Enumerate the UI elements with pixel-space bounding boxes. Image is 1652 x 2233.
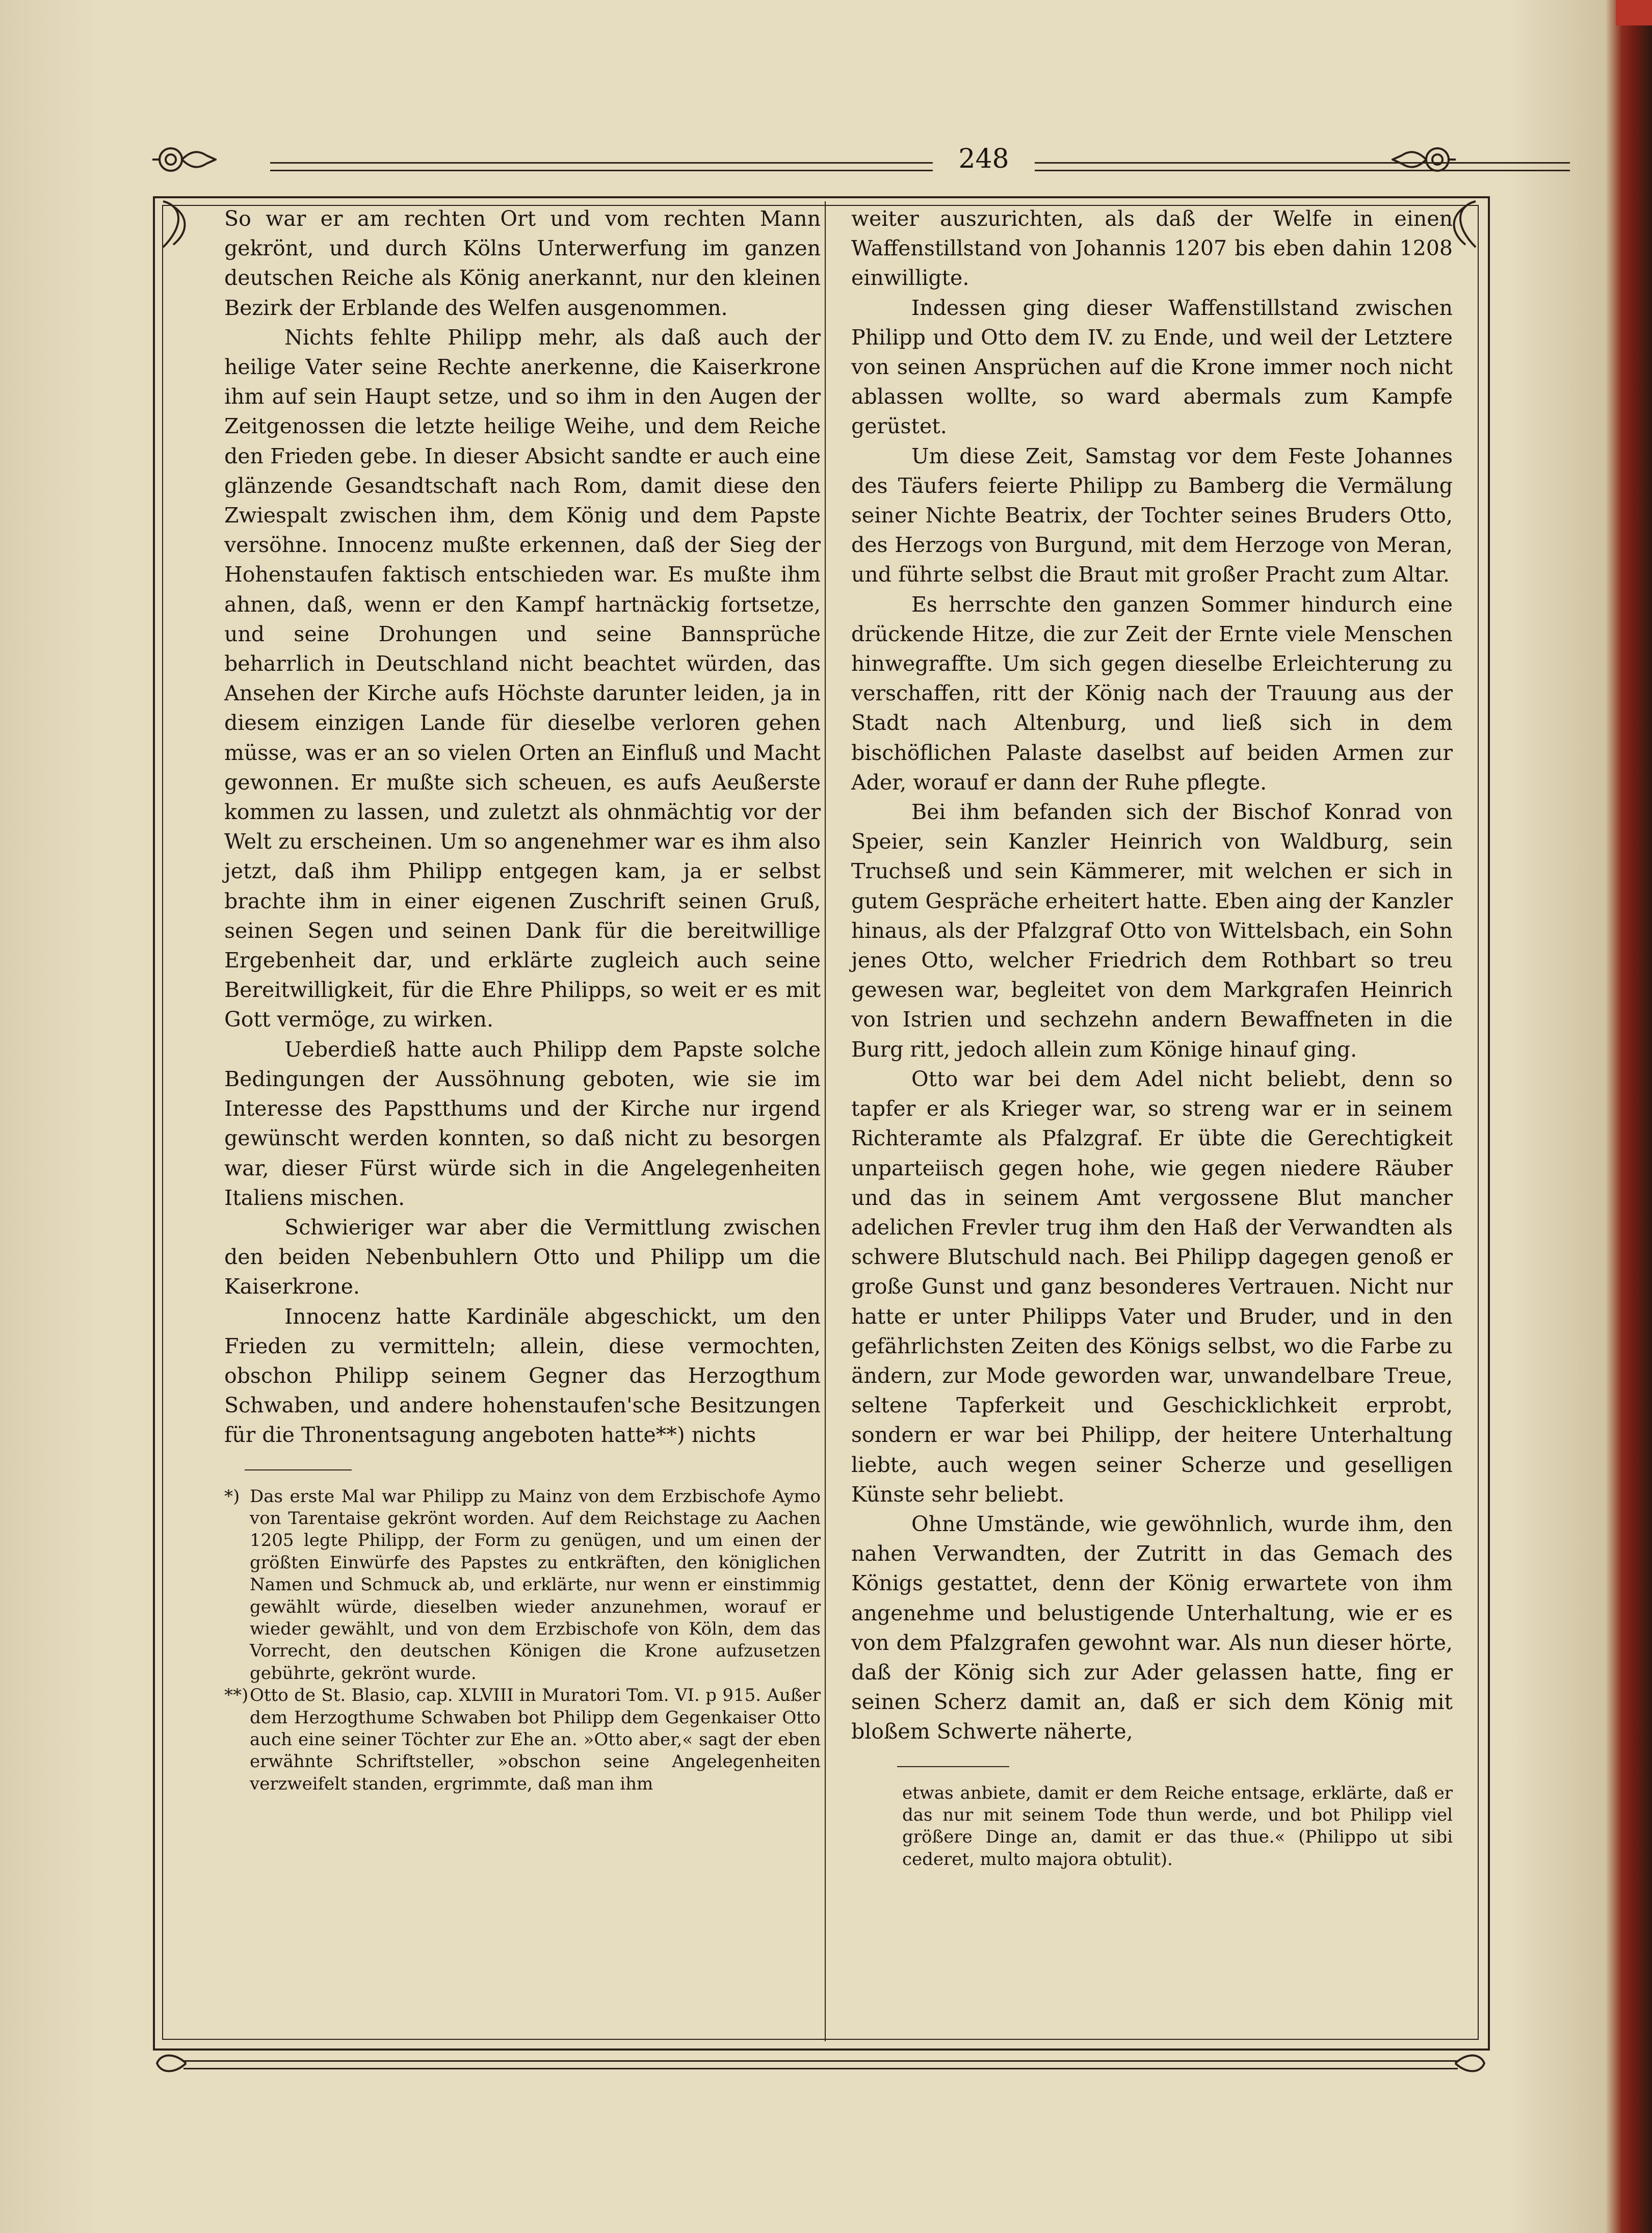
frame-corner-top-left-icon <box>153 196 204 252</box>
bookmark-tab <box>1616 0 1652 25</box>
footnote-rule <box>245 1469 352 1470</box>
right-column <box>851 204 1453 1871</box>
bottom-rule <box>183 2060 1458 2069</box>
footnote-text: Das erste Mal war Philipp zu Mainz von dem Erzbischofe Aymo von Tarentaise gekrönt worden. Auf dem Reichstage zu Aachen 1205 legte Philipp, der Form zu genügen, und um einen der größten Einwürfe des Papstes zu entkräften, den königlichen Namen und Schmuck ab, und erklärte, nur wenn er einstimmig gewählt würde, dieselben wieder anzunehmen, worauf er wieder gewählt, und von dem Erzbischofe von Köln, dem das Vorrecht, den deutschen Königen die Krone aufzusetzen gebührte, gekrönt wurde. <box>250 1486 821 1684</box>
paragraph: Ueberdieß hatte auch Philipp dem Papste solche Bedingungen der Aussöhnung geboten, wie sie im Interesse des Papstthums und der Kirche nur irgend gewünscht werden konnten, so daß nicht zu besorgen war, dieser Fürst würde sich in die Angelegenheiten Italiens mischen. <box>224 1037 821 1210</box>
footnotes <box>851 1782 1453 1871</box>
footnote-mark: *) <box>224 1486 240 1507</box>
bottom-ornament-right-icon <box>1453 2049 1488 2080</box>
footnotes <box>224 1486 821 1796</box>
footnote <box>224 1685 821 1795</box>
paragraph: Nichts fehlte Philipp mehr, als daß auch der heilige Vater seine Rechte anerkenne, die Kaiserkrone ihm auf sein Haupt setze, und so ihm in den Augen der Zeitgenossen die letzte heilige Weihe, und dem Reiche den Frieden gebe. In dieser Absicht sandte er auch eine glänzende Gesandtschaft nach Rom, damit diese den Zwiespalt zwischen ihm, dem König und dem Papste versöhne. Innocenz mußte erkennen, daß der Sieg der Hohenstaufen faktisch entschieden war. Es mußte ihm ahnen, daß, wenn er den Kampf hartnäckig fortsetze, und seine Drohungen und seine Bannsprüche beharrlich in Deutschland nicht beachtet würden, das Ansehen der Kirche aufs Höchste darunter leiden, ja in diesem einzigen Lande für dieselbe verloren gehen müsse, was er an so vielen Orten an Einfluß und Macht gewonnen. Er mußte sich scheuen, es aufs Aeußerste kommen zu lassen, und zuletzt als ohnmächtig vor der Welt zu erscheinen. Um so angenehmer war es ihm also jetzt, daß ihm Philipp entgegen kam, ja er selbst brachte ihm in einer eigenen Zuschrift seinen Gruß, seinen Segen und seinen Dank für die bereitwillige Ergebenheit dar, und erklärte zugleich auch seine Bereitwilligkeit, für die Ehre Philipps, so weit er es mit Gott vermöge, zu wirken. <box>224 325 821 1032</box>
paragraph: Schwieriger war aber die Vermittlung zwischen den beiden Nebenbuhlern Otto und Philipp um die Kaiserkrone. <box>224 1215 821 1299</box>
column-divider <box>825 201 826 2041</box>
paragraph: Um diese Zeit, Samstag vor dem Feste Johannes des Täufers feierte Philipp zu Bamberg die Vermälung seiner Nichte Beatrix, der Tochter seines Bruders Otto, des Herzogs von Burgund, mit dem Herzoge von Meran, und führte selbst die Braut mit großer Pracht zum Altar. <box>851 443 1453 587</box>
footnote-rule <box>897 1766 1009 1767</box>
footnote-continuation: etwas anbiete, damit er dem Reiche entsage, erklärte, daß er das nur mit seinem Tode thun werde, und bot Philipp viel größere Dinge an, damit er das thue.« (Philippo ut sibi cederet, multo majora obtulit). <box>902 1782 1453 1870</box>
paragraph: Innocenz hatte Kardinäle abgeschickt, um den Frieden zu vermitteln; allein, diese vermochten, obschon Philipp seinem Gegner das Herzogthum Schwaben, und andere hohenstaufen'sche Besitzungen für die Thronentsagung angeboten hatte**) nichts <box>224 1304 821 1448</box>
paragraph: Es herrschte den ganzen Sommer hindurch eine drückende Hitze, die zur Zeit der Ernte viele Menschen hinwegraffte. Um sich gegen dieselbe Erleichterung zu verschaffen, ritt der König nach der Trauung aus der Stadt nach Altenburg, und ließ sich in dem bischöflichen Palaste daselbst auf beiden Armen zur Ader, worauf er dann der Ruhe pflegte. <box>851 592 1453 795</box>
header-rule-left <box>270 162 933 171</box>
left-column <box>224 204 821 1795</box>
running-head <box>153 144 1478 185</box>
footnote-text: Otto de St. Blasio, cap. XLVIII in Muratori Tom. VI. p 915. Außer dem Herzogthume Schwaben bot Philipp dem Gegenkaiser Otto auch eine seiner Töchter zur Ehe an. »Otto aber,« sagt der eben erwähnte Schriftsteller, »obschon seine Angelegenheiten verzweifelt standen, ergrimmte, daß man ihm <box>250 1685 821 1794</box>
paragraph: Otto war bei dem Adel nicht beliebt, denn so tapfer er als Krieger war, so streng war er in seinem Richteramte als Pfalzgraf. Er übte die Gerechtigkeit unparteiisch gegen hohe, wie gegen niedere Räuber und das in seinem Amt vergossene Blut mancher adelichen Frevler trug ihm den Haß der Verwandten als schwere Blutschuld nach. Bei Philipp dagegen genoß er große Gunst und ganz besonderes Vertrauen. Nicht nur hatte er unter Philipps Vater und Bruder, und in den gefährlichsten Zeiten des Königs selbst, wo die Farbe zu ändern, zur Mode geworden war, unwandelbare Treue, seltene Tapferkeit und Geschicklichkeit erprobt, sondern er war bei Philipp, der heitere Unterhaltung liebte, auch wegen seiner Scherze und geselligen Künste sehr beliebt. <box>851 1066 1453 1507</box>
bottom-ornament <box>153 2049 1488 2080</box>
paragraph: Ohne Umstände, wie gewöhnlich, wurde ihm, den nahen Verwandten, der Zutritt in das Gemach des Königs gestattet, denn der König erwartete von ihm angenehme und belustigende Unterhaltung, wie er es von dem Pfalzgrafen gewohnt war. Als nun dieser hörte, daß der König sich zur Ader gelassen hatte, fing er seinen Scherz damit an, daß er sich dem König mit bloßem Schwerte näherte, <box>851 1511 1453 1744</box>
footnote-mark: **) <box>224 1685 249 1706</box>
paragraph: Indessen ging dieser Waffenstillstand zwischen Philipp und Otto dem IV. zu Ende, und weil der Letztere von seinen Ansprüchen auf die Krone immer noch nicht ablassen wollte, so ward abermals zum Kampfe gerüstet. <box>851 295 1453 439</box>
paragraph: weiter auszurichten, als daß der Welfe in einen Waffenstillstand von Johannis 1207 bis eben dahin 1208 einwilligte. <box>851 206 1453 291</box>
paragraph: Bei ihm befanden sich der Bischof Konrad von Speier, sein Kanzler Heinrich von Waldburg, sein Truchseß und sein Kämmerer, mit welchen er sich in gutem Gespräche erheitert hatte. Eben aing der Kanzler hinaus, als der Pfalzgraf Otto von Wittelsbach, ein Sohn jenes Otto, welcher Friedrich dem Rothbart so treu gewesen war, begleitet von dem Markgrafen Heinrich von Istrien und sechzehn andern Bewaffneten in die Burg ritt, jedoch allein zum Könige hinauf ging. <box>851 800 1453 1062</box>
header-rule-right <box>1035 162 1570 171</box>
page-number: 248 <box>958 144 1009 174</box>
footnote <box>224 1486 821 1685</box>
paragraph: So war er am rechten Ort und vom rechten Mann gekrönt, und durch Kölns Unterwerfung im ganzen deutschen Reiche als König anerkannt, nur den kleinen Bezirk der Erblande des Welfen ausgenommen. <box>224 206 821 320</box>
book-spine-edge <box>1606 0 1652 2233</box>
